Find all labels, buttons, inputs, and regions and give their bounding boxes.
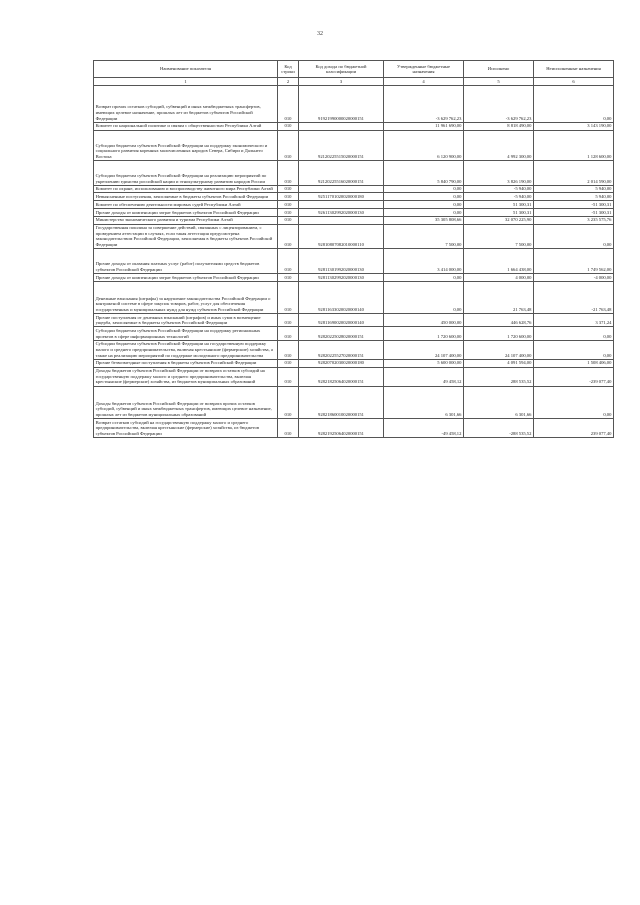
table-row [94, 86, 614, 122]
column-index-row [94, 78, 614, 86]
header-approved-appropriations: Утвержденные бюджетные назначения [384, 61, 464, 78]
row-unexecuted-amount: -4 000,00 [534, 273, 614, 281]
table-row [94, 418, 614, 437]
table-header-row [94, 61, 614, 78]
row-executed-amount: -5 940,00 [464, 185, 534, 193]
row-unexecuted-amount: -21 763,48 [534, 281, 614, 313]
row-approved-amount: 0,00 [384, 273, 464, 281]
row-approved-amount: 0,00 [384, 281, 464, 313]
table-row [94, 185, 614, 193]
row-executed-amount: 32 070 225,90 [464, 216, 534, 224]
row-approved-amount: 450 000,00 [384, 314, 464, 327]
header-line-code: Код строки [278, 61, 299, 78]
row-classification-code: 92811633020020000140 [299, 281, 384, 313]
row-executed-amount: 8 818 490,00 [464, 122, 534, 130]
table-row [94, 201, 614, 209]
row-classification-code: 92821825064020000151 [299, 367, 384, 386]
row-unexecuted-amount: 5 940,00 [534, 193, 614, 201]
row-unexecuted-amount: -51 300,31 [534, 201, 614, 209]
row-line-code: 010 [278, 122, 299, 130]
row-indicator-name: Возврат прочих остатков субсидий, субвенций и иных межбюджетных трансфертов, имеющих целевое назначение, прошлых лет из бюджетов субъектов Российской Федерации [94, 86, 278, 122]
row-approved-amount: 49 458,12 [384, 367, 464, 386]
row-approved-amount: 1 720 600,00 [384, 327, 464, 340]
row-indicator-name: Субсидии бюджетам субъектов Российской Федерации на реализацию мероприятий по укреплению единства российской нации и этнокультурному развитию народов России [94, 160, 278, 185]
column-index-cell: 6 [534, 78, 614, 86]
row-unexecuted-amount: 0,00 [534, 327, 614, 340]
row-executed-amount: 4 000,00 [464, 273, 534, 281]
column-index-cell: 5 [464, 78, 534, 86]
column-index-cell: 4 [384, 78, 464, 86]
table-row [94, 386, 614, 418]
row-classification-code: 92511701020020000180 [299, 193, 384, 201]
row-classification-code: 92820702030020000180 [299, 359, 384, 367]
header-executed: Исполнено [464, 61, 534, 78]
table-row [94, 340, 614, 359]
row-line-code: 010 [278, 209, 299, 217]
table-row [94, 249, 614, 274]
row-indicator-name: Государственная пошлина за совершение действий, связанных с лицензированием, с проведением аттестации в случаях, если такая аттестация предусмотрена законодательством Российской Федерации, зачисляемая в бюджеты субъектов Российской Федерации [94, 224, 278, 249]
row-executed-amount: 7 500,00 [464, 224, 534, 249]
row-executed-amount: 24 107 400,00 [464, 340, 534, 359]
row-line-code: 010 [278, 418, 299, 437]
row-indicator-name: Прочие поступления от денежных взысканий (штрафов) и иных сумм в возмещение ущерба, зачисляемые в бюджеты субъектов Российской Федерации [94, 314, 278, 327]
table-row [94, 122, 614, 130]
row-indicator-name: Прочие доходы от оказания платных услуг (работ) получателями средств бюджетов субъектов Российской Федерации [94, 249, 278, 274]
row-classification-code: 92811302992020000130 [299, 273, 384, 281]
table-body [94, 86, 614, 438]
table-row [94, 130, 614, 160]
row-classification-code [299, 201, 384, 209]
row-line-code: 010 [278, 216, 299, 224]
row-approved-amount: 11 961 690,00 [384, 122, 464, 130]
row-unexecuted-amount: 3 235 575,76 [534, 216, 614, 224]
row-executed-amount: -3 629 762,23 [464, 86, 534, 122]
row-indicator-name: Субсидии бюджетам субъектов Российской Федерации на государственную поддержку малого и среднего предпринимательства, включая крестьянские (фермерские) хозяйства, а также на реализацию мероприятий по поддержке молодежного предпринимательства [94, 340, 278, 359]
row-approved-amount: 24 107 400,00 [384, 340, 464, 359]
row-approved-amount: 5 840 790,00 [384, 160, 464, 185]
row-indicator-name: Прочие доходы от компенсации затрат бюджетов субъектов Российской Федерации [94, 209, 278, 217]
row-executed-amount: 3 826 190,00 [464, 160, 534, 185]
row-indicator-name: Комитет по охране, использованию и воспроизводству животного мира Республики Алтай [94, 185, 278, 193]
row-executed-amount: 446 628,76 [464, 314, 534, 327]
row-line-code: 010 [278, 201, 299, 209]
table-row [94, 160, 614, 185]
row-approved-amount: 35 305 808,66 [384, 216, 464, 224]
table-row [94, 224, 614, 249]
row-approved-amount: 3 414 000,00 [384, 249, 464, 274]
header-indicator-name: Наименование показателя [94, 61, 278, 78]
row-indicator-name: Субсидии бюджетам субъектов Российской Федерации на поддержку экономического и социального развития коренных малочисленных народов Севера, Сибири и Дальнего Востока [94, 130, 278, 160]
row-approved-amount: 0,00 [384, 209, 464, 217]
row-executed-amount: 21 763,48 [464, 281, 534, 313]
row-line-code: 010 [278, 185, 299, 193]
column-index-cell: 1 [94, 78, 278, 86]
row-executed-amount: -288 535,52 [464, 418, 534, 437]
row-line-code: 010 [278, 224, 299, 249]
table-row [94, 273, 614, 281]
row-unexecuted-amount: 0,00 [534, 224, 614, 249]
table-row [94, 359, 614, 367]
table-row [94, 216, 614, 224]
table-row [94, 281, 614, 313]
row-indicator-name: Доходы бюджетов субъектов Российской Федерации от возврата прочих остатков субсидий, субвенций и иных межбюджетных трансфертов, имеющих целевое назначение, прошлых лет из бюджетов муниципальных образований [94, 386, 278, 418]
row-line-code: 010 [278, 327, 299, 340]
row-line-code: 010 [278, 367, 299, 386]
row-approved-amount: 5 600 000,00 [384, 359, 464, 367]
row-unexecuted-amount: 239 077,40 [534, 418, 614, 437]
row-unexecuted-amount: 0,00 [534, 386, 614, 418]
row-approved-amount: 6 120 900,00 [384, 130, 464, 160]
row-indicator-name: Субсидии бюджетам субъектов Российской Федерации на поддержку региональных проектов в сфере информационных технологий [94, 327, 278, 340]
row-classification-code: 92810807082010000110 [299, 224, 384, 249]
row-classification-code: 92821860010020000151 [299, 386, 384, 418]
row-executed-amount: 4 091 594,00 [464, 359, 534, 367]
row-classification-code [299, 216, 384, 224]
row-indicator-name: Прочие доходы от компенсации затрат бюджетов субъектов Российской Федерации [94, 273, 278, 281]
row-executed-amount: 288 535,52 [464, 367, 534, 386]
row-line-code: 010 [278, 386, 299, 418]
row-classification-code: 92811301992020000130 [299, 249, 384, 274]
row-line-code: 010 [278, 273, 299, 281]
row-indicator-name: Денежные взыскания (штрафы) за нарушение законодательства Российской Федерации о контрактной системе в сфере закупок товаров, работ, услуг для обеспечения государственных и муниципальных нужд для нужд субъектов Российской Федерации [94, 281, 278, 313]
page-number: 32 [317, 31, 323, 37]
row-line-code: 010 [278, 86, 299, 122]
row-executed-amount: 1 720 600,00 [464, 327, 534, 340]
row-line-code: 010 [278, 193, 299, 201]
row-line-code: 010 [278, 249, 299, 274]
row-line-code: 010 [278, 359, 299, 367]
row-indicator-name: Комитет по обеспечению деятельности мировых судей Республики Алтай [94, 201, 278, 209]
row-executed-amount: 6 301,66 [464, 386, 534, 418]
row-executed-amount: 51 300,31 [464, 201, 534, 209]
row-executed-amount: 51 300,31 [464, 209, 534, 217]
row-approved-amount: 6 301,66 [384, 386, 464, 418]
row-executed-amount: 1 664 438,00 [464, 249, 534, 274]
row-unexecuted-amount: 2 014 590,00 [534, 160, 614, 185]
row-unexecuted-amount: -239 077,40 [534, 367, 614, 386]
row-line-code: 010 [278, 281, 299, 313]
header-budget-classification-code: Код дохода по бюджетной классификации [299, 61, 384, 78]
table-row [94, 314, 614, 327]
row-approved-amount: -3 629 762,23 [384, 86, 464, 122]
row-classification-code: 92820225527020000151 [299, 340, 384, 359]
row-unexecuted-amount: 0,00 [534, 86, 614, 122]
row-classification-code: 92611302992020000130 [299, 209, 384, 217]
row-unexecuted-amount: 5 940,00 [534, 185, 614, 193]
row-indicator-name: Прочие безвозмездные поступления в бюджеты субъектов Российской Федерации [94, 359, 278, 367]
table-row [94, 193, 614, 201]
row-executed-amount: 4 992 300,00 [464, 130, 534, 160]
row-unexecuted-amount: 3 143 190,00 [534, 122, 614, 130]
table-row [94, 367, 614, 386]
row-indicator-name: Невыясненные поступления, зачисляемые в бюджеты субъектов Российской Федерации [94, 193, 278, 201]
row-indicator-name: Доходы бюджетов субъектов Российской Федерации от возврата остатков субсидий на государственную поддержку малого и среднего предпринимательства, включая крестьянские (фермерские) хозяйства, из бюджетов муниципальных образований [94, 367, 278, 386]
revenue-report-table [93, 60, 614, 438]
row-classification-code: 92811690020020000140 [299, 314, 384, 327]
row-approved-amount: 7 500,00 [384, 224, 464, 249]
row-unexecuted-amount: 0,00 [534, 340, 614, 359]
row-indicator-name: Комитет по национальной политике и связям с общественностью Республики Алтай [94, 122, 278, 130]
row-executed-amount: -5 940,00 [464, 193, 534, 201]
row-approved-amount: 0,00 [384, 193, 464, 201]
row-classification-code: 91921990000020000151 [299, 86, 384, 122]
row-approved-amount: 0,00 [384, 185, 464, 193]
row-unexecuted-amount: -51 300,31 [534, 209, 614, 217]
row-unexecuted-amount: 1 508 406,00 [534, 359, 614, 367]
row-indicator-name: Возврат остатков субсидий на государственную поддержку малого и среднего предпринимательства, включая крестьянские (фермерские) хозяйства, из бюджетов субъектов Российской Федерации [94, 418, 278, 437]
row-unexecuted-amount: 3 371,24 [534, 314, 614, 327]
table-row [94, 327, 614, 340]
table-row [94, 209, 614, 217]
row-classification-code: 92120225515020000151 [299, 130, 384, 160]
row-approved-amount: 0,00 [384, 201, 464, 209]
row-line-code: 010 [278, 314, 299, 327]
row-classification-code: 92820225028020000151 [299, 327, 384, 340]
row-unexecuted-amount: 1 749 562,00 [534, 249, 614, 274]
row-unexecuted-amount: 1 128 600,00 [534, 130, 614, 160]
row-line-code: 010 [278, 130, 299, 160]
row-indicator-name: Министерство экономического развития и туризма Республики Алтай [94, 216, 278, 224]
row-approved-amount: -49 458,12 [384, 418, 464, 437]
column-index-cell: 3 [299, 78, 384, 86]
row-classification-code [299, 185, 384, 193]
row-classification-code: 92120225516020000151 [299, 160, 384, 185]
row-line-code: 010 [278, 340, 299, 359]
header-unexecuted-appropriations: Неисполненные назначения [534, 61, 614, 78]
row-classification-code: 92821925064020000151 [299, 418, 384, 437]
column-index-cell: 2 [278, 78, 299, 86]
row-line-code: 010 [278, 160, 299, 185]
row-classification-code [299, 122, 384, 130]
